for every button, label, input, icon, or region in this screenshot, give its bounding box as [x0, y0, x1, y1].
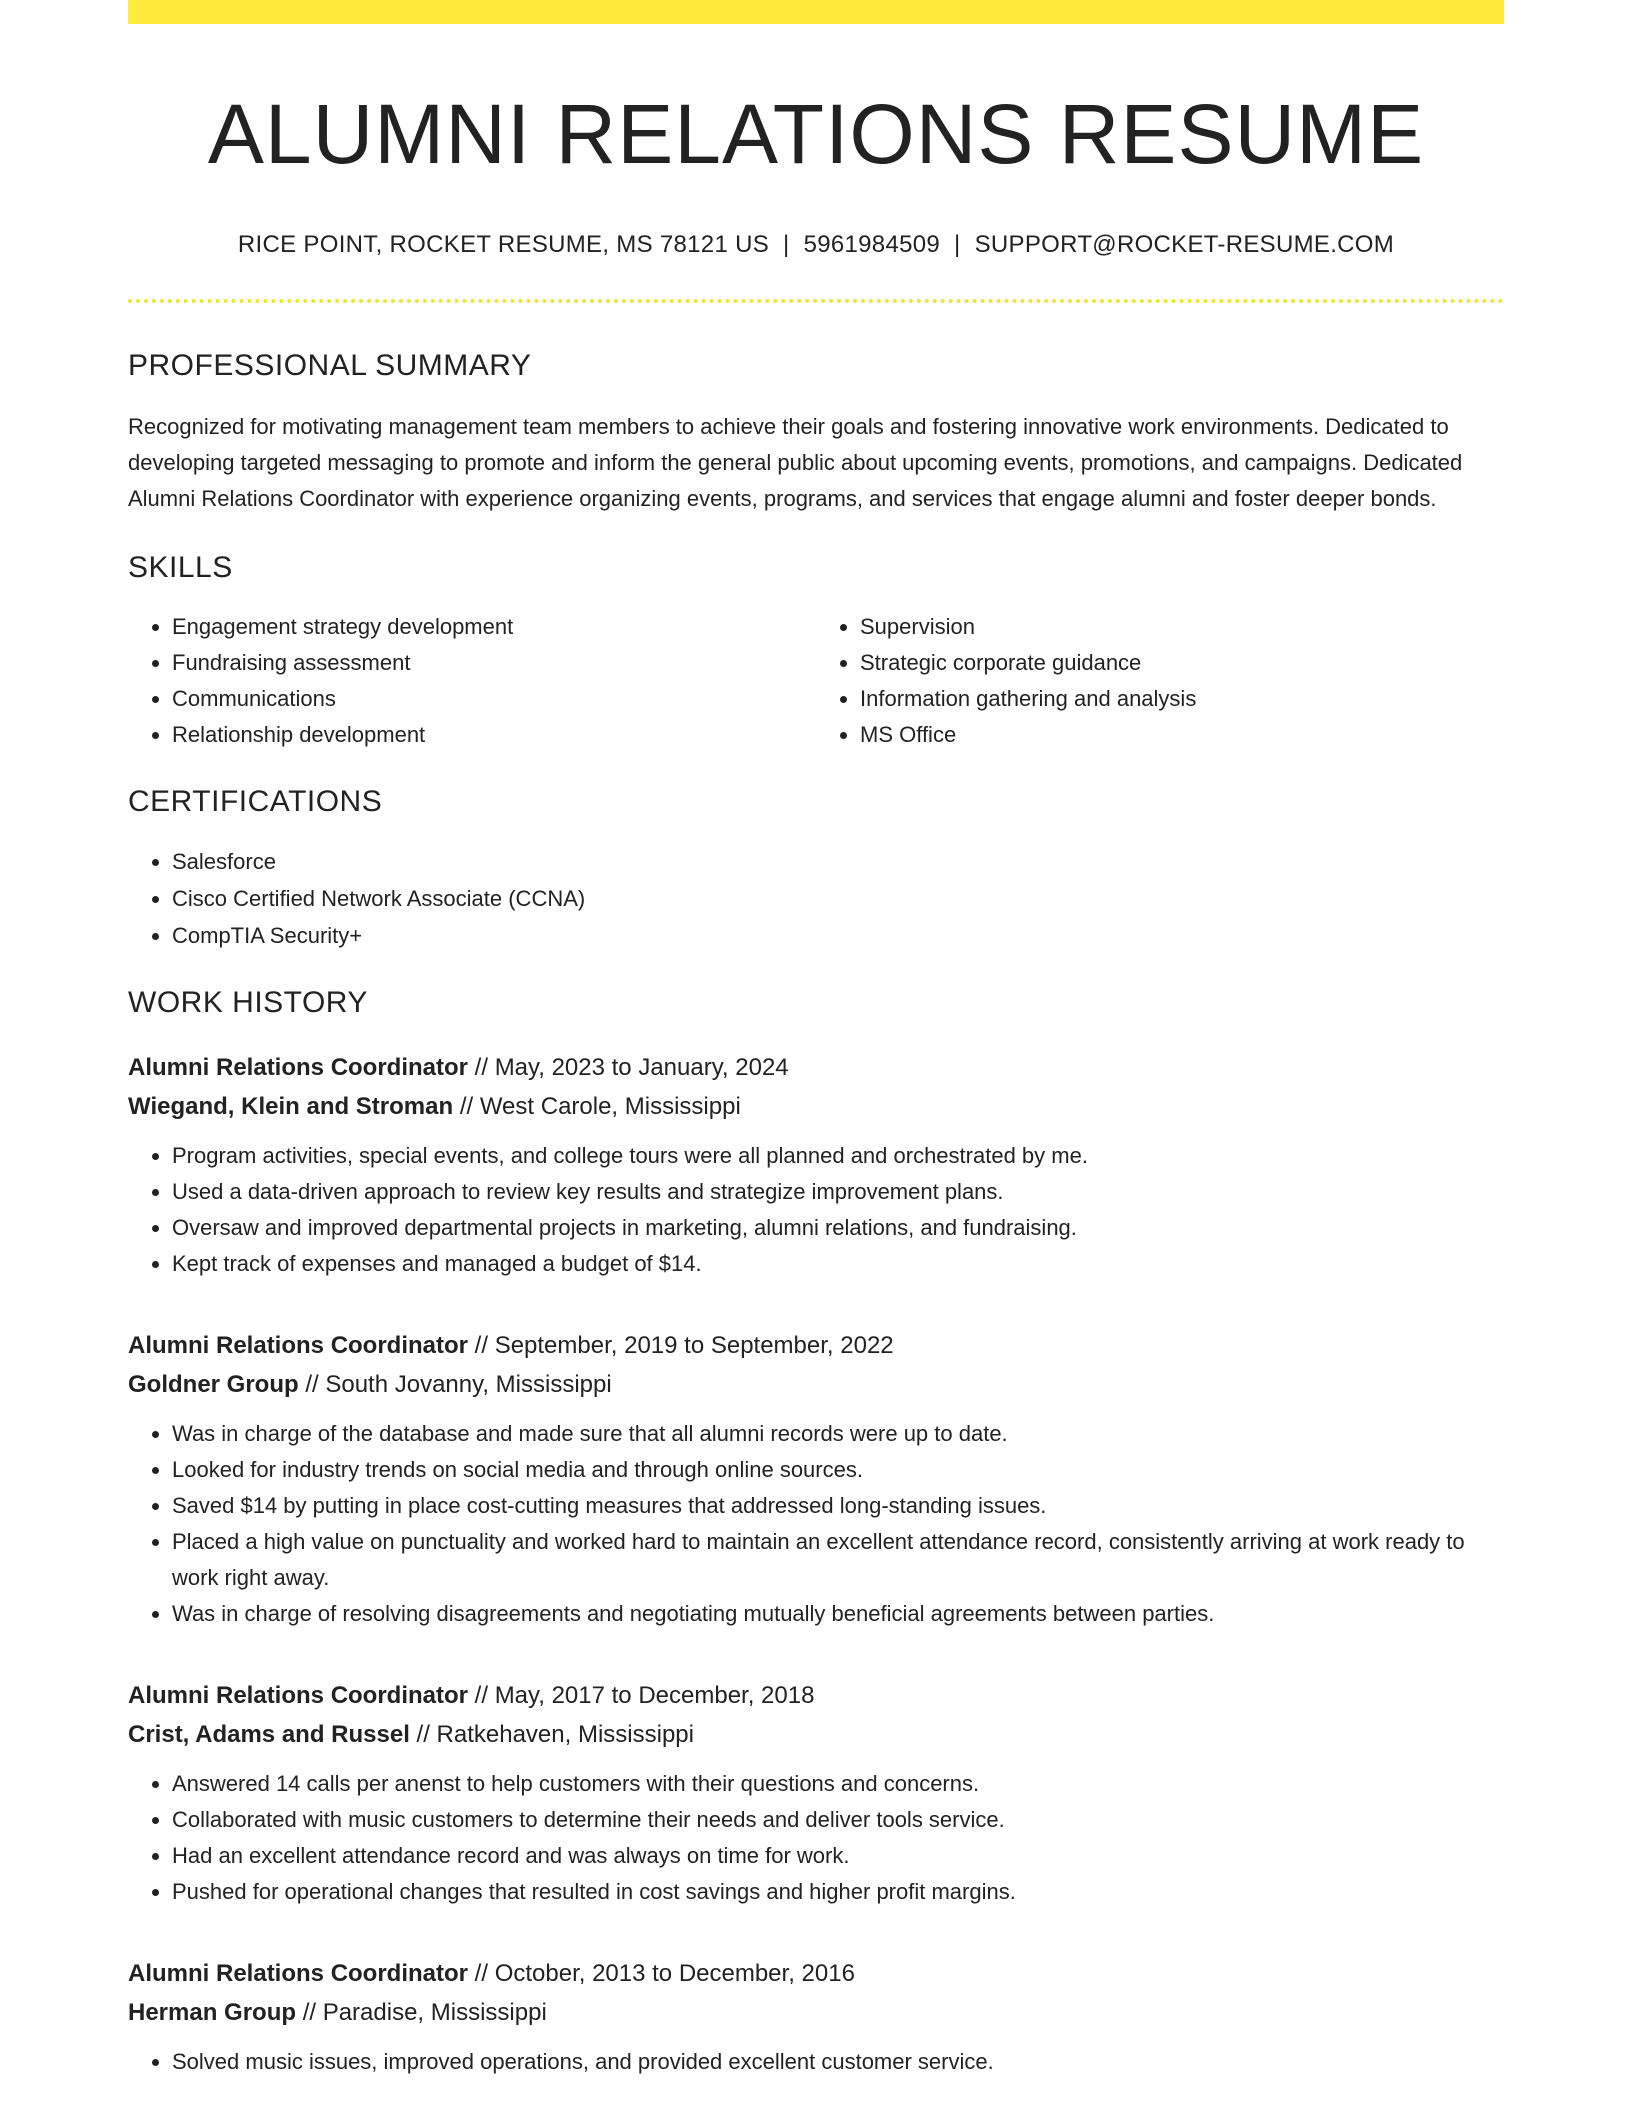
certification-item: • Salesforce — [172, 843, 1504, 880]
skill-item: • Communications — [172, 681, 816, 717]
job-entry — [128, 1326, 1504, 1632]
job-dates: // September, 2019 to September, 2022 — [468, 1331, 894, 1359]
job-role: Alumni Relations Coordinator — [128, 1681, 469, 1709]
section-heading-skills: SKILLS — [128, 550, 233, 584]
skill-item: • Supervision — [860, 609, 1504, 645]
job-company-line — [128, 1087, 1504, 1126]
certification-item: • Cisco Certified Network Associate (CCNA) — [172, 880, 1504, 917]
skill-item: • Relationship development — [172, 717, 816, 753]
job-location: // West Carole, Mississippi — [453, 1092, 741, 1120]
dotted-divider — [128, 299, 1504, 303]
job-company-line — [128, 1993, 1504, 2032]
job-bullets — [128, 1416, 1504, 1632]
job-title-line — [128, 1676, 1504, 1715]
job-bullet: • Had an excellent attendance record and was always on time for work. — [172, 1838, 1504, 1874]
skill-item: • Strategic corporate guidance — [860, 645, 1504, 681]
job-company-line — [128, 1365, 1504, 1404]
job-bullet: • Collaborated with music customers to determine their needs and deliver tools service. — [172, 1802, 1504, 1838]
job-bullet: • Solved music issues, improved operations, and provided excellent customer service. — [172, 2044, 1504, 2080]
certifications-section — [128, 785, 1504, 954]
job-bullet: • Placed a high value on punctuality and worked hard to maintain an excellent attendance record, consistently arriving at work ready to work right away. — [172, 1524, 1504, 1596]
contact-separator: | — [954, 230, 961, 258]
work-history-section — [128, 986, 1504, 2080]
job-dates: // May, 2017 to December, 2018 — [468, 1681, 815, 1709]
accent-bar — [128, 0, 1504, 24]
job-company: Crist, Adams and Russel — [128, 1720, 410, 1748]
contact-line — [128, 231, 1504, 259]
job-entry — [128, 1676, 1504, 1910]
job-bullets — [128, 1766, 1504, 1910]
job-title-line — [128, 1048, 1504, 1087]
job-entry — [128, 1048, 1504, 1282]
job-company: Herman Group — [128, 1998, 297, 2026]
job-bullet: • Saved $14 by putting in place cost-cutting measures that addressed long-standing issues. — [172, 1488, 1504, 1524]
job-company-line — [128, 1715, 1504, 1754]
certifications-list — [128, 843, 1504, 954]
section-heading-certifications: CERTIFICATIONS — [128, 784, 383, 818]
skills-section — [128, 551, 1504, 753]
job-location: // South Jovanny, Mississippi — [298, 1370, 612, 1398]
job-bullets — [128, 1138, 1504, 1282]
job-bullet: • Kept track of expenses and managed a budget of $14. — [172, 1246, 1504, 1282]
job-bullet: • Pushed for operational changes that resulted in cost savings and higher profit margins. — [172, 1874, 1504, 1910]
skill-item: • Information gathering and analysis — [860, 681, 1504, 717]
job-bullet: • Used a data-driven approach to review key results and strategize improvement plans. — [172, 1174, 1504, 1210]
skill-item: • Engagement strategy development — [172, 609, 816, 645]
job-location: // Paradise, Mississippi — [296, 1998, 547, 2026]
job-bullet: • Answered 14 calls per anenst to help customers with their questions and concerns. — [172, 1766, 1504, 1802]
job-company: Goldner Group — [128, 1370, 299, 1398]
job-role: Alumni Relations Coordinator — [128, 1331, 469, 1359]
skill-item: • MS Office — [860, 717, 1504, 753]
section-heading-summary: PROFESSIONAL SUMMARY — [128, 348, 532, 382]
job-dates: // October, 2013 to December, 2016 — [468, 1959, 855, 1987]
job-role: Alumni Relations Coordinator — [128, 1959, 469, 1987]
job-bullet: • Program activities, special events, and college tours were all planned and orchestrated by me. — [172, 1138, 1504, 1174]
job-dates: // May, 2023 to January, 2024 — [468, 1053, 789, 1081]
job-bullet: • Was in charge of resolving disagreements and negotiating mutually beneficial agreements between parties. — [172, 1596, 1504, 1632]
job-bullets — [128, 2044, 1504, 2080]
job-title-line — [128, 1954, 1504, 1993]
summary-text: Recognized for motivating management team members to achieve their goals and fostering innovative work environments. Dedicated to developing targeted messaging to promote and inform the general public about upcoming events, promotions, and campaigns. Dedicated Alumni Relations Coordinator with experience organizing events, programs, and services that engage alumni and foster deeper bonds. — [128, 413, 1463, 511]
resume-page — [128, 0, 1504, 2080]
contact-address: RICE POINT, ROCKET RESUME, MS 78121 US — [237, 230, 770, 258]
contact-separator: | — [783, 230, 790, 258]
job-title-line — [128, 1326, 1504, 1365]
job-role: Alumni Relations Coordinator — [128, 1053, 469, 1081]
skill-item: • Fundraising assessment — [172, 645, 816, 681]
skills-list-left — [128, 609, 816, 753]
contact-phone: 5961984509 — [803, 230, 941, 258]
job-bullet: • Oversaw and improved departmental projects in marketing, alumni relations, and fundraising. — [172, 1210, 1504, 1246]
job-location: // Ratkehaven, Mississippi — [409, 1720, 694, 1748]
section-heading-work-history: WORK HISTORY — [128, 985, 368, 1019]
certification-item: • CompTIA Security+ — [172, 917, 1504, 954]
job-entry — [128, 1954, 1504, 2080]
contact-email: SUPPORT@ROCKET-RESUME.COM — [974, 230, 1395, 258]
job-company: Wiegand, Klein and Stroman — [128, 1092, 454, 1120]
skills-list-right — [816, 609, 1504, 753]
job-bullet: • Looked for industry trends on social media and through online sources. — [172, 1452, 1504, 1488]
job-bullet: • Was in charge of the database and made sure that all alumni records were up to date. — [172, 1416, 1504, 1452]
skills-columns — [128, 609, 1504, 753]
page-title: ALUMNI RELATIONS RESUME — [207, 87, 1425, 181]
professional-summary-section — [128, 349, 1504, 517]
